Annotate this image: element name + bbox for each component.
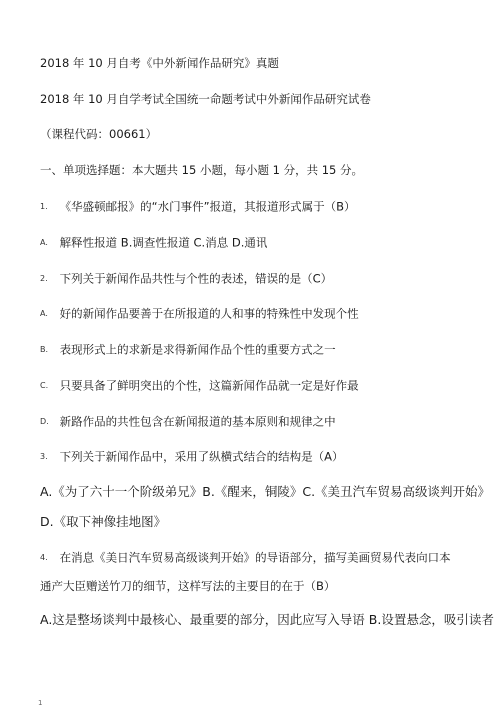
question-number: 4. — [40, 552, 48, 562]
option-label: B. — [40, 344, 49, 354]
question-2-option-b — [40, 341, 484, 358]
section-heading: 一、单项选择题：本大题共 15 小题，每小题 1 分，共 15 分。 — [40, 163, 364, 177]
option-text: 解释性报道 B.调查性报道 C.消息 D.通讯 — [59, 235, 268, 250]
question-3-options-line-2: D.《取下神像挂地图》 — [40, 514, 167, 529]
question-text: 在消息《美日汽车贸易高级谈判开始》的导语部分，描写美画贸易代表向口本 — [59, 550, 451, 565]
option-text: 新路作品的共性包含在新闻报道的基本原则和规律之中 — [59, 414, 336, 429]
option-text: 表现形式上的求新是求得新闻作品个性的重要方式之一 — [59, 342, 336, 357]
document-subtitle: 2018 年 10 月自学考试全国统一命题考试中外新闻作品研究试卷 — [40, 92, 371, 106]
page-number: 1 — [38, 699, 43, 707]
question-4-text-cont: 通产大臣赠送竹刀的细节，这样写法的主要目的在于（B） — [40, 579, 336, 593]
question-number: 2. — [40, 273, 48, 283]
question-text: 下列关于新闻作品中，采用了纵横式结合的结构是（A） — [59, 449, 344, 464]
document-title: 2018 年 10 月自考《中外新闻作品研究》真题 — [40, 56, 279, 70]
option-text: 好的新闻作品要善于在所报道的人和事的特殊性中发现个性 — [59, 306, 359, 321]
question-1 — [40, 198, 484, 215]
question-4-options-line-1: A.这是整场谈判中最核心、最重要的部分，因此应写入导语 B.设置悬念，吸引读者 — [40, 612, 494, 627]
option-label: D. — [40, 416, 49, 426]
question-number: 1. — [40, 201, 48, 211]
course-code: （课程代码：00661） — [40, 127, 158, 141]
question-1-options — [40, 234, 484, 251]
option-label: A. — [40, 308, 48, 318]
question-2-option-a — [40, 305, 484, 322]
option-label: C. — [40, 380, 49, 390]
question-2 — [40, 270, 484, 287]
question-text: 下列关于新闻作品共性与个性的表述，错误的是（C） — [59, 271, 333, 286]
question-2-option-d — [40, 413, 484, 430]
option-text: 只要具备了鲜明突出的个性，这篇新闻作品就一定是好作最 — [59, 378, 359, 393]
question-3-options-line-1: A.《为了六十一个阶级弟兄》B.《醒来，铜陵》C.《美丑汽车贸易高级谈判开始》 — [40, 484, 491, 499]
question-number: 3. — [40, 451, 48, 461]
question-text: 《华盛顿邮报》的“水门事件”报道，其报道形式属于（B） — [59, 199, 356, 214]
question-4 — [40, 549, 484, 566]
question-2-option-c — [40, 377, 484, 394]
option-label: A. — [40, 237, 48, 247]
question-3 — [40, 448, 484, 465]
